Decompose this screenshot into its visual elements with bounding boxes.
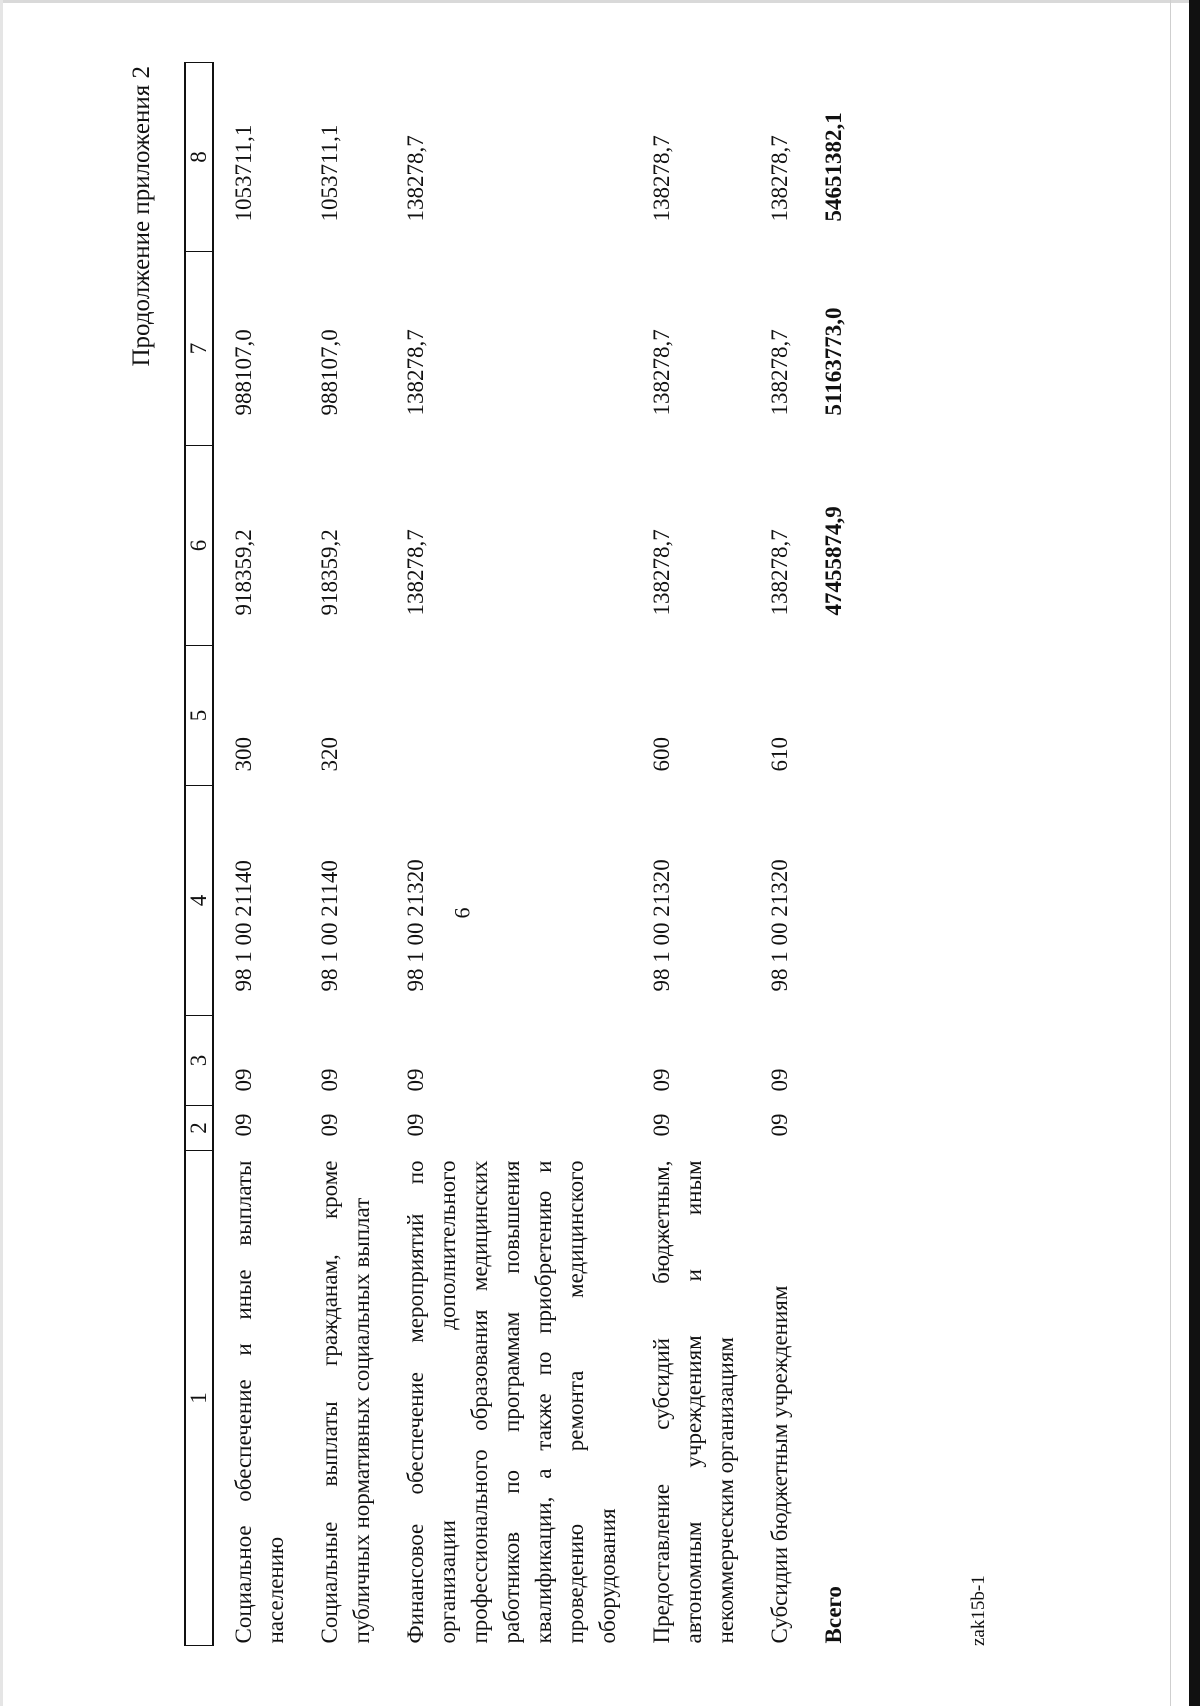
row-name: Социальное обеспечение и иные выплаты населению [231,1160,288,1644]
scan-edge-line [1170,0,1171,1706]
cell-c4: 98 1 00 21320 [767,859,792,992]
col-header: 8 [185,63,213,252]
col-header: 6 [185,446,213,646]
page-number: 6 [449,907,474,919]
total-c7: 51163773,0 [821,307,846,416]
table-row [386,63,632,1646]
col-header: 3 [185,1016,213,1106]
cell-c6: 918359,2 [231,529,256,616]
total-c6: 47455874,9 [821,506,846,616]
cell-c3: 09 [231,1068,256,1092]
empty-cell [804,1016,858,1106]
col-header: 5 [185,646,213,786]
col-header: 2 [185,1106,213,1151]
cell-c3: 09 [767,1068,792,1092]
cell-c3: 09 [403,1068,428,1092]
cell-c8: 138278,7 [649,135,674,222]
cell-c3: 09 [317,1068,342,1092]
cell-c8: 1053711,1 [317,124,342,222]
table-row [213,63,300,1646]
cell-c7: 138278,7 [403,329,428,416]
cell-c4: 98 1 00 21320 [649,859,674,992]
row-name: Предоставление субсидий бюджетным, автономным учреждениям и иным некоммерческим организациям [649,1160,738,1644]
header-row [185,63,213,1646]
row-name: Субсидии бюджетным учреждениям [767,1285,792,1644]
row-name: Социальные выплаты гражданам, кроме публичных нормативных социальных выплат [317,1160,374,1644]
empty-cell [804,786,858,1016]
footer-code: zak15b-1 [968,1575,989,1646]
col-header: 4 [185,786,213,1016]
table-row [632,63,750,1646]
continuation-caption: Продолжение приложения 2 [128,66,155,367]
cell-c5: 300 [231,737,256,772]
cell-c6: 138278,7 [767,529,792,616]
cell-c5: 320 [317,737,342,772]
cell-c6: 918359,2 [317,529,342,616]
cell-c6: 138278,7 [649,529,674,616]
scan-edge-left [0,0,3,1706]
cell-c7: 138278,7 [767,329,792,416]
cell-c2: 09 [317,1113,342,1137]
total-label: Всего [821,1586,846,1644]
row-name: Финансовое обеспечение мероприятий по организации дополнительного профессионального образования медицинских работников по программам повышения квалификации, а также по приобретению и проведению ремонта медицинского оборудования [403,1160,620,1644]
cell-c7: 988107,0 [231,329,256,416]
col-header: 1 [185,1151,213,1646]
cell-c3: 09 [649,1068,674,1092]
cell-c4: 98 1 00 21140 [317,860,342,992]
cell-c8: 138278,7 [767,135,792,222]
col-header: 7 [185,252,213,446]
cell-c2: 09 [231,1113,256,1137]
cell-c5 [386,646,632,786]
cell-c6: 138278,7 [403,529,428,616]
empty-cell [804,646,858,786]
scan-edge-top [0,0,1200,3]
total-c8: 54651382,1 [821,112,846,222]
cell-c2: 09 [649,1113,674,1137]
cell-c5: 610 [767,737,792,772]
cell-c8: 138278,7 [403,135,428,222]
total-row [804,63,858,1646]
budget-table [184,62,858,1646]
cell-c8: 1053711,1 [231,124,256,222]
table-row [300,63,386,1646]
cell-c2: 09 [403,1113,428,1137]
cell-c4: 98 1 00 21140 [231,860,256,992]
table-row [750,63,804,1646]
cell-c7: 988107,0 [317,329,342,416]
cell-c5: 600 [649,737,674,772]
empty-cell [804,1106,858,1151]
cell-c7: 138278,7 [649,329,674,416]
cell-c4: 98 1 00 21320 [403,859,428,992]
cell-c2: 09 [767,1113,792,1137]
rotated-document [128,66,1068,1646]
scan-edge-right [1189,0,1200,1706]
